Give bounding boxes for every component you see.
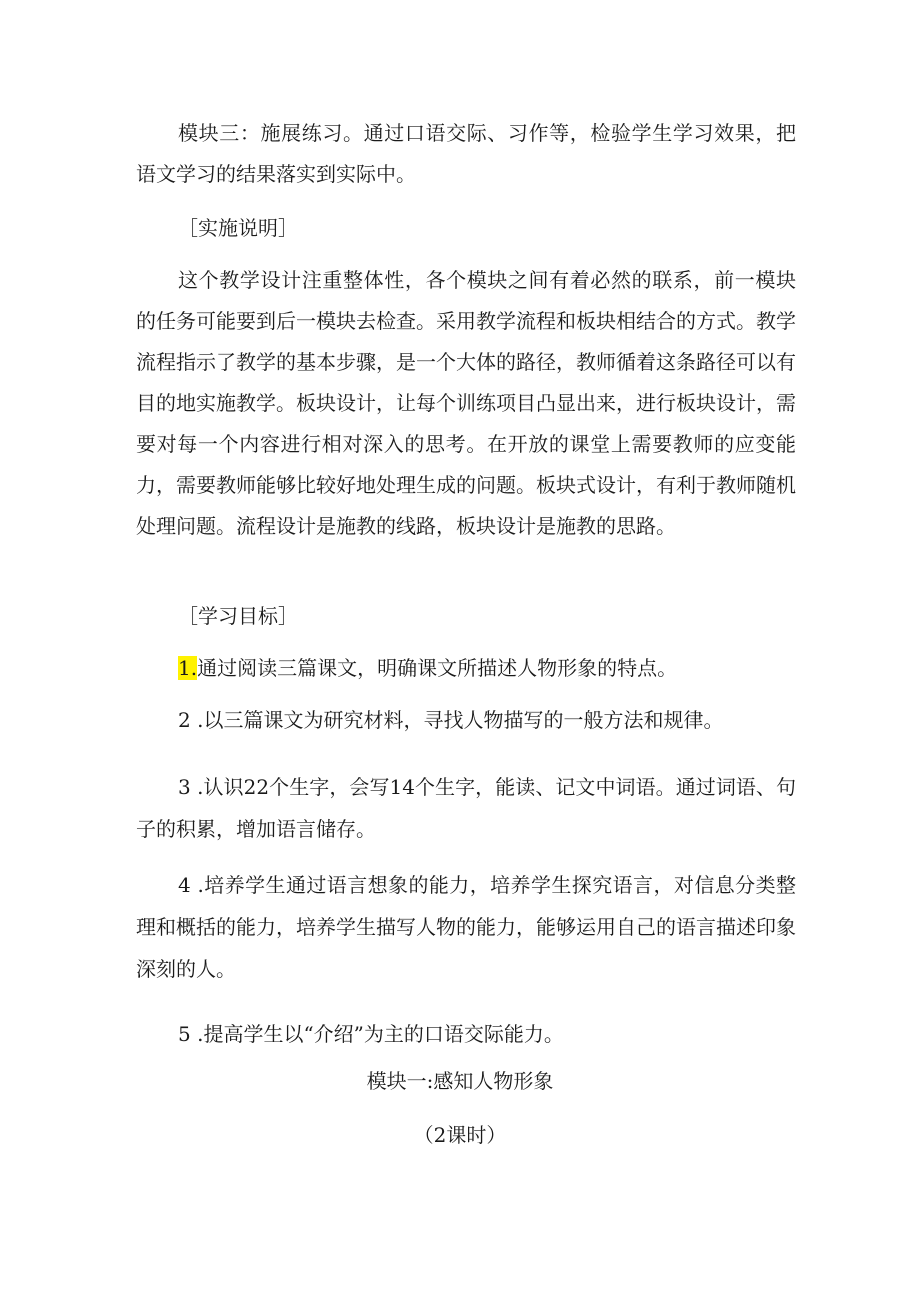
goal-item-3 xyxy=(136,766,796,850)
module1-duration: （2课时） xyxy=(413,1123,507,1147)
goal-text: 提高学生以“介绍”为主的口语交际能力。 xyxy=(203,1022,564,1046)
goal-item-1 xyxy=(136,647,796,689)
implementation-paragraph: 这个教学设计注重整体性，各个模块之间有着必然的联系，前一模块的任务可能要到后一模块去检查。采用教学流程和板块相结合的方式。教学流程指示了教学的基本步骤，是一个大体的路径，教师循着这条路径可以有目的地实施教学。板块设计，让每个训练项目凸显出来，进行板块设计，需要对每一个内容进行相对深入的思考。在开放的课堂上需要教师的应变能力，需要教师能够比较好地处理生成的问题。板块式设计，有利于教师随机处理问题。流程设计是施教的线路，板块设计是施教的思路。 xyxy=(136,268,796,538)
goal-number: 1. xyxy=(178,656,198,680)
implementation-heading: ［实施说明］ xyxy=(178,216,298,240)
goal-number: 5 . xyxy=(178,1022,204,1046)
goal-number: 2 . xyxy=(178,708,204,732)
goals-heading: ［学习目标］ xyxy=(178,604,298,628)
goal-text: 以三篇课文为研究材料，寻找人物描写的一般方法和规律。 xyxy=(203,708,724,732)
goal-text: 培养学生通过语言想象的能力，培养学生探究语言，对信息分类整理和概括的能力，培养学生描写人物的能力，能够运用自己的语言描述印象深刻的人。 xyxy=(136,873,796,981)
goal-item-5 xyxy=(136,1013,796,1055)
goal-number: 4 . xyxy=(178,873,204,897)
goal-item-2 xyxy=(136,699,796,741)
goal-text: 认识22个生字，会写14个生字，能读、记文中词语。通过词语、句子的积累，增加语言储存。 xyxy=(136,775,796,841)
module3-paragraph: 模块三：施展练习。通过口语交际、习作等，检验学生学习效果，把语文学习的结果落实到实际中。 xyxy=(136,121,796,186)
goal-number: 3 . xyxy=(178,775,204,799)
goal-item-4 xyxy=(136,864,796,990)
module1-title: 模块一:感知人物形象 xyxy=(366,1069,554,1093)
goal-text: 通过阅读三篇课文，明确课文所描述人物形象的特点。 xyxy=(197,656,678,680)
